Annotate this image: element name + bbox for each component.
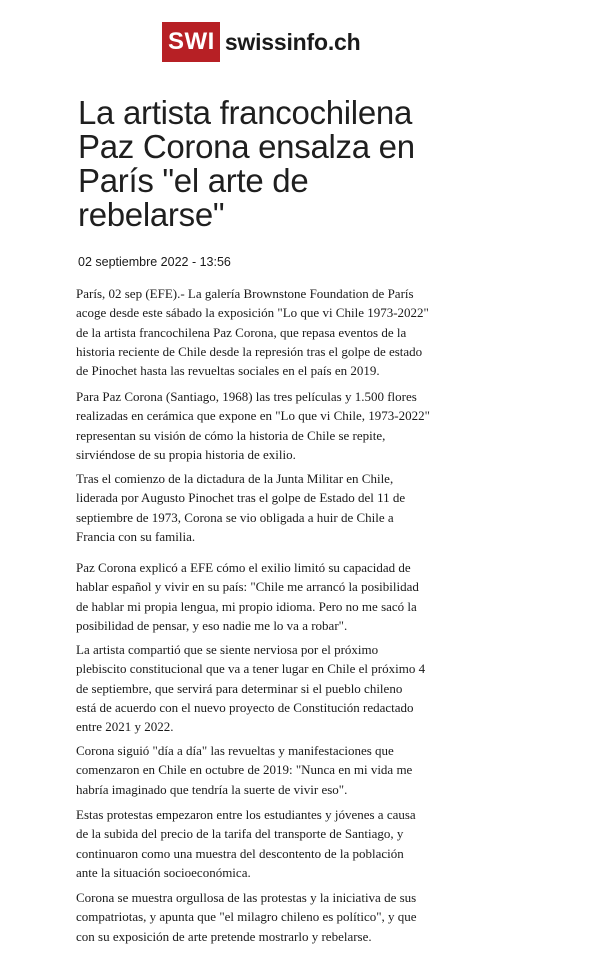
paragraph-line: La artista compartió que se siente nerviosa por el próximo [76, 642, 379, 657]
paragraph-line: de la artista francochilena Paz Corona, que repasa eventos de la [76, 324, 407, 340]
article-paragraph [76, 558, 476, 635]
title-line: Paz Corona ensalza en [78, 128, 415, 165]
paragraph-line: Para Paz Corona (Santiago, 1968) las tres películas y 1.500 flores [76, 389, 417, 404]
paragraph-line: Estas protestas empezaron entre los estudiantes y jóvenes a causa [76, 807, 416, 822]
paragraph-line: París, 02 sep (EFE).- La galería Brownstone Foundation de París [76, 286, 414, 301]
paragraph-line: entre 2021 y 2022. [76, 719, 174, 735]
title-line: La artista francochilena [78, 94, 412, 131]
article-paragraph [76, 888, 476, 946]
paragraph-line: acoge desde este sábado la exposición "Lo que vi Chile 1973-2022" [76, 305, 429, 321]
article-paragraph [76, 469, 476, 546]
article-paragraph [76, 640, 476, 736]
paragraph-line: Corona siguió "día a día" las revueltas y manifestaciones que [76, 743, 394, 758]
site-logo[interactable] [162, 22, 360, 62]
paragraph-line: de hablar mi propia lengua, mi propio idioma. Pero no me sacó la [76, 598, 417, 614]
article-title [78, 96, 498, 232]
paragraph-line: posibilidad de pensar, y eso nadie me lo va a robar". [76, 617, 348, 633]
title-line: París "el arte de [78, 162, 309, 199]
paragraph-line: sirviéndose de su propia historia de exilio. [76, 446, 296, 462]
paragraph-line: Tras el comienzo de la dictadura de la Junta Militar en Chile, [76, 471, 394, 486]
paragraph-line: realizadas en cerámica que expone en "Lo que vi Chile, 1973-2022" [76, 408, 430, 424]
paragraph-line: hablar español y vivir en su país: "Chile me arrancó la posibilidad [76, 579, 419, 595]
paragraph-line: Francia con su familia. [76, 528, 196, 544]
paragraph-line: plebiscito constitucional que va a tener lugar en Chile el próximo 4 [76, 661, 426, 677]
paragraph-line: continuaron como una muestra del descontento de la población [76, 845, 404, 861]
paragraph-line: compatriotas, y apunta que "el milagro chileno es político", y que [76, 909, 417, 925]
paragraph-line: está de acuerdo con el nuevo proyecto de Constitución redactado [76, 699, 414, 715]
paragraph-line: habría imaginado que tendría la suerte de vivir eso". [76, 781, 348, 797]
paragraph-line: de la subida del precio de la tarifa del transporte de Santiago, y [76, 826, 404, 842]
paragraph-line: comenzaron en Chile en octubre de 2019: "Nunca en mi vida me [76, 762, 413, 778]
title-line: rebelarse" [78, 196, 225, 233]
article-paragraph [76, 741, 476, 799]
paragraph-line: septiembre de 1973, Corona se vio obligada a huir de Chile a [76, 509, 394, 525]
paragraph-line: representan su visión de cómo la historia de Chile se repite, [76, 427, 386, 443]
paragraph-line: con su exposición de arte pretende mostrarlo y rebelarse. [76, 928, 372, 944]
article-date: 02 septiembre 2022 - 13:56 [78, 255, 231, 269]
paragraph-line: Paz Corona explicó a EFE cómo el exilio limitó su capacidad de [76, 560, 411, 575]
paragraph-line: de septiembre, que servirá para determinar si el pueblo chileno [76, 680, 403, 696]
paragraph-line: de Pinochet hasta las revueltas sociales en el país en 2019. [76, 363, 380, 379]
logo-badge: SWI [162, 22, 220, 62]
article-paragraph [76, 387, 476, 464]
paragraph-line: Corona se muestra orgullosa de las protestas y la iniciativa de sus [76, 890, 417, 905]
paragraph-line: ante la situación socioeconómica. [76, 864, 251, 880]
logo-wordmark: swissinfo.ch [224, 28, 361, 55]
paragraph-line: historia reciente de Chile desde la represión tras el golpe de estado [76, 343, 423, 359]
article-paragraph [76, 805, 476, 882]
paragraph-line: liderada por Augusto Pinochet tras el golpe de Estado del 11 de [76, 490, 406, 506]
article-paragraph [76, 284, 476, 380]
